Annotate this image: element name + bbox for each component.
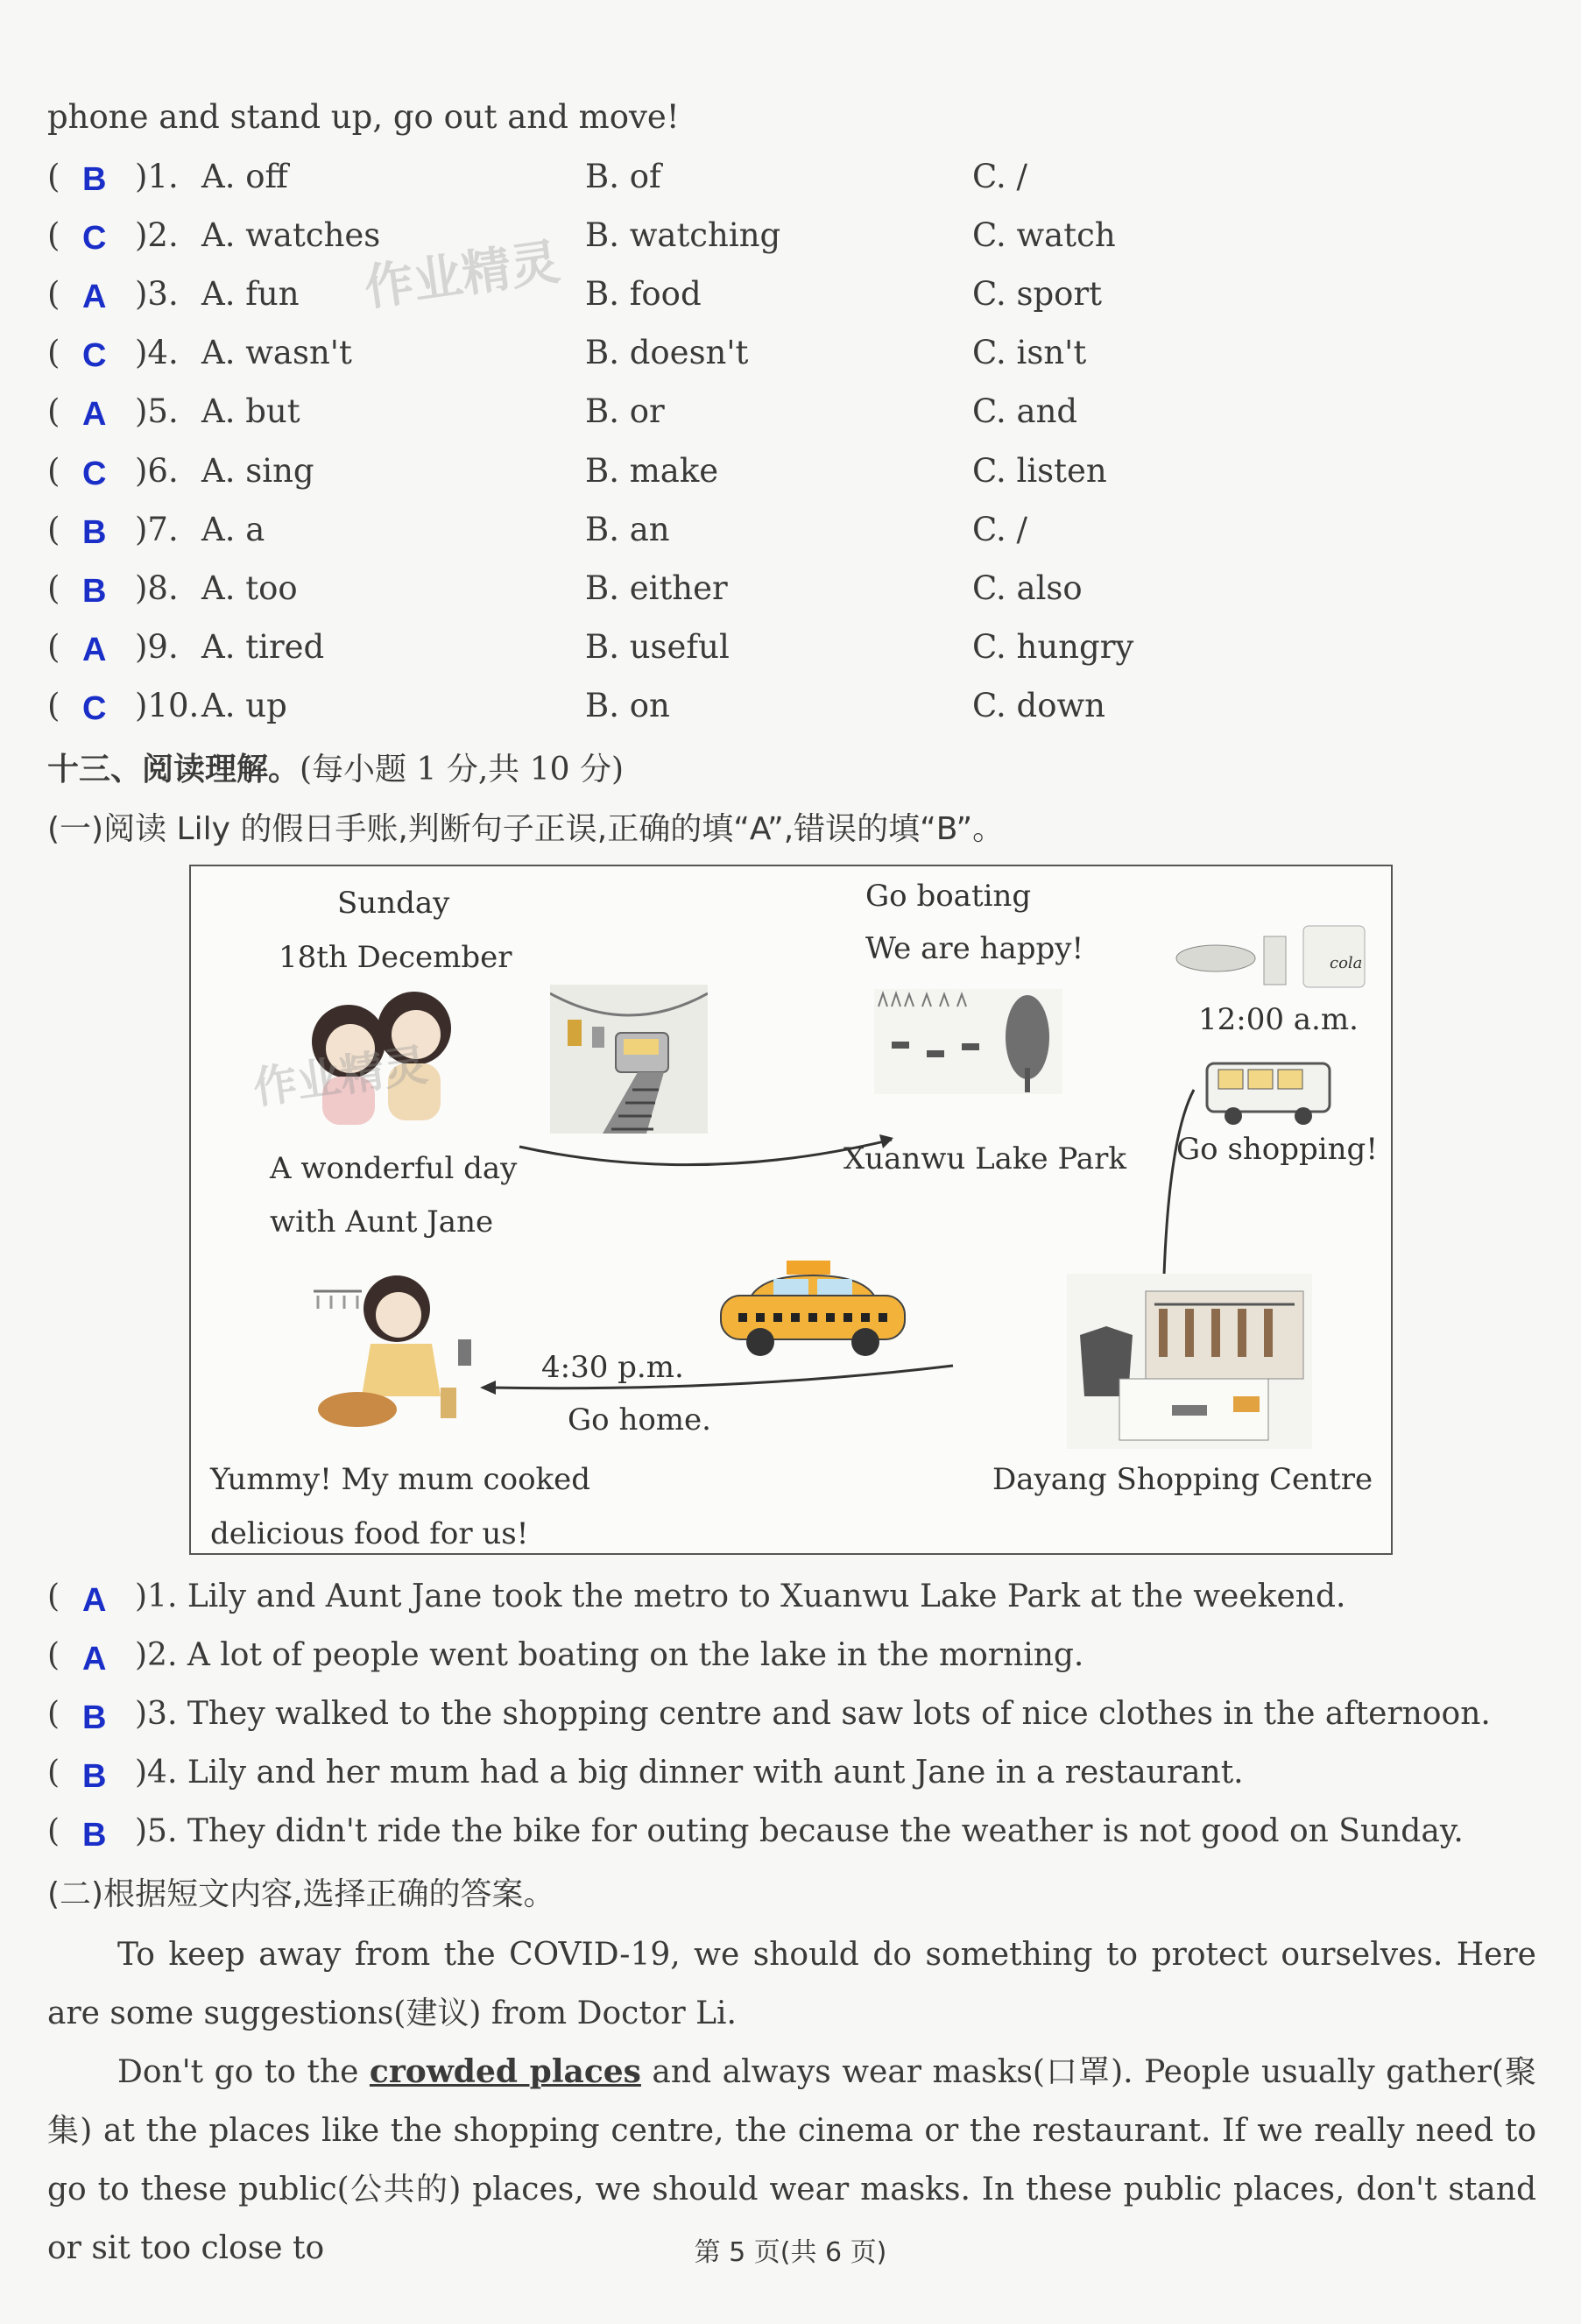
paren-open: ( — [47, 392, 60, 430]
answer-mark: B — [82, 161, 107, 198]
shopping-centre-illustration — [1067, 1274, 1312, 1449]
diary-date: 18th December — [279, 940, 512, 975]
answer-mark: A — [82, 396, 107, 433]
answer-mark: B — [82, 1699, 107, 1736]
option-b: B. food — [585, 275, 702, 313]
arrow-go-home — [471, 1357, 962, 1409]
paren-open: ( — [47, 452, 60, 490]
statement-text: )3. They walked to the shopping centre and saw lots of nice clothes in the afternoon. — [135, 1696, 1491, 1732]
answer-mark: C — [82, 337, 107, 374]
option-a: A. too — [201, 569, 298, 607]
diary-yummy-2: delicious food for us! — [210, 1516, 529, 1551]
paren-open: ( — [47, 334, 60, 371]
paren-open: ( — [47, 687, 60, 724]
option-b: B. of — [585, 158, 661, 195]
passage-text-after: and always wear masks(口罩). People usually gather(聚集) at the places like the shopping centre, the cinema or the restaurant. If we really need to go to these public(公共的) places, we should wear masks. In these public places, don't stand or sit too close to — [47, 2054, 1536, 2266]
diary-shopping: Go shopping! — [1176, 1132, 1378, 1167]
question-number: )10. — [135, 687, 200, 724]
paren-open: ( — [47, 275, 60, 313]
diary-boating-1: Go boating — [865, 879, 1032, 914]
option-c: C. / — [972, 158, 1027, 195]
option-b: B. doesn't — [585, 334, 749, 371]
option-a: A. a — [201, 511, 265, 548]
question-number: )2. — [135, 216, 179, 254]
holiday-diary — [189, 865, 1393, 1555]
passage-paragraph-1: To keep away from the COVID-19, we should do something to protect ourselves. Here are some suggestions(建议) from Doctor Li. — [47, 1937, 1536, 2031]
option-c: C. sport — [972, 275, 1103, 313]
statement-text: )1. Lily and Aunt Jane took the metro to Xuanwu Lake Park at the weekend. — [135, 1579, 1346, 1614]
option-a: A. but — [201, 392, 300, 430]
answer-mark: B — [82, 514, 107, 551]
question-number: )9. — [135, 628, 179, 666]
diary-cola: cola — [1330, 954, 1363, 972]
option-a: A. up — [201, 687, 287, 724]
paren-open: ( — [47, 1696, 60, 1732]
highlight-crowded-places: crowded places — [369, 2053, 641, 2090]
option-c: C. hungry — [972, 628, 1134, 666]
choice-row — [47, 392, 1536, 445]
option-c: C. watch — [972, 216, 1116, 254]
choice-row — [47, 216, 1536, 269]
option-b: B. either — [585, 569, 728, 607]
answer-mark: A — [82, 1582, 107, 1619]
mum-cooking-illustration — [309, 1269, 484, 1436]
answer-mark: A — [82, 279, 107, 315]
bus-illustration — [1203, 1059, 1334, 1129]
answer-mark: B — [82, 1817, 107, 1854]
choice-row — [47, 511, 1536, 563]
option-b: B. or — [585, 392, 665, 430]
paren-open: ( — [47, 628, 60, 666]
question-number: )8. — [135, 569, 179, 607]
statement-text: )4. Lily and her mum had a big dinner with aunt Jane in a restaurant. — [135, 1755, 1244, 1791]
diary-watermark: 作业精灵 — [250, 1039, 431, 1114]
choice-row — [47, 452, 1536, 505]
paren-open: ( — [47, 1579, 60, 1614]
sub-instruction-2: (二)根据短文内容,选择正确的答案。 — [47, 1876, 555, 1912]
option-a: A. wasn't — [201, 334, 352, 371]
option-b: B. on — [585, 687, 670, 724]
diary-shop-centre: Dayang Shopping Centre — [992, 1462, 1373, 1497]
choice-row — [47, 687, 1536, 739]
option-c: C. isn't — [972, 334, 1087, 371]
choice-row — [47, 334, 1536, 386]
watermark: 作业精灵 — [361, 233, 564, 318]
diary-boating-2: We are happy! — [865, 931, 1084, 966]
answer-mark: C — [82, 456, 107, 492]
answer-mark: B — [82, 573, 107, 610]
paren-open: ( — [47, 569, 60, 607]
diary-wonderful-2: with Aunt Jane — [270, 1204, 494, 1240]
statement-text: )2. A lot of people went boating on the lake in the morning. — [135, 1637, 1084, 1673]
statement-text: )5. They didn't ride the bike for outing because the weather is not good on Sunday. — [135, 1813, 1464, 1849]
option-a: A. tired — [201, 628, 325, 666]
option-a: A. watches — [201, 216, 381, 254]
question-number: )4. — [135, 334, 179, 371]
page-footer: 第 5 页(共 6 页) — [694, 2237, 887, 2268]
option-b: B. useful — [585, 628, 730, 666]
choice-row — [47, 275, 1536, 328]
question-number: )5. — [135, 392, 179, 430]
question-number: )1. — [135, 158, 179, 195]
diary-wonderful-1: A wonderful day — [270, 1151, 518, 1186]
answer-mark: A — [82, 632, 107, 668]
choice-row — [47, 158, 1536, 210]
lake-park-illustration — [874, 989, 1062, 1094]
section-title — [47, 745, 624, 789]
answer-mark: C — [82, 220, 107, 257]
paren-open: ( — [47, 1755, 60, 1791]
paren-open: ( — [47, 1637, 60, 1673]
paren-open: ( — [47, 216, 60, 254]
diary-yummy-1: Yummy! My mum cooked — [210, 1462, 591, 1497]
choice-row — [47, 628, 1536, 681]
diary-time-home: 4:30 p.m. — [541, 1350, 684, 1385]
option-b: B. watching — [585, 216, 781, 254]
sub-instruction-1: (一)阅读 Lily 的假日手账,判断句子正误,正确的填“A”,错误的填“B”。 — [47, 811, 1005, 847]
diary-go-home: Go home. — [568, 1402, 711, 1437]
paren-open: ( — [47, 511, 60, 548]
answer-mark: A — [82, 1641, 107, 1678]
option-c: C. and — [972, 392, 1078, 430]
option-c: C. listen — [972, 452, 1107, 490]
section-title-text: 十三、阅读理解。 — [47, 752, 300, 788]
diary-time-noon: 12:00 a.m. — [1198, 1002, 1359, 1037]
option-c: C. / — [972, 511, 1027, 548]
choice-row — [47, 569, 1536, 622]
passage-text-before: Don't go to the — [117, 2054, 370, 2090]
answer-mark: B — [82, 1758, 107, 1795]
option-c: C. down — [972, 687, 1105, 724]
option-a: A. fun — [201, 275, 300, 313]
question-number: )3. — [135, 275, 179, 313]
diary-park: Xuanwu Lake Park — [843, 1141, 1126, 1176]
intro-line: phone and stand up, go out and move! — [47, 98, 680, 136]
taxi-illustration — [712, 1256, 914, 1366]
option-a: A. off — [201, 158, 288, 195]
question-number: )7. — [135, 511, 179, 548]
option-b: B. make — [585, 452, 719, 490]
question-number: )6. — [135, 452, 179, 490]
option-b: B. an — [585, 511, 670, 548]
paren-open: ( — [47, 158, 60, 195]
diary-day: Sunday — [337, 886, 450, 921]
option-c: C. also — [972, 569, 1083, 607]
section-note: (每小题 1 分,共 10 分) — [300, 752, 625, 788]
answer-mark: C — [82, 690, 107, 727]
option-a: A. sing — [201, 452, 314, 490]
metro-illustration — [550, 985, 708, 1134]
paren-open: ( — [47, 1813, 60, 1849]
